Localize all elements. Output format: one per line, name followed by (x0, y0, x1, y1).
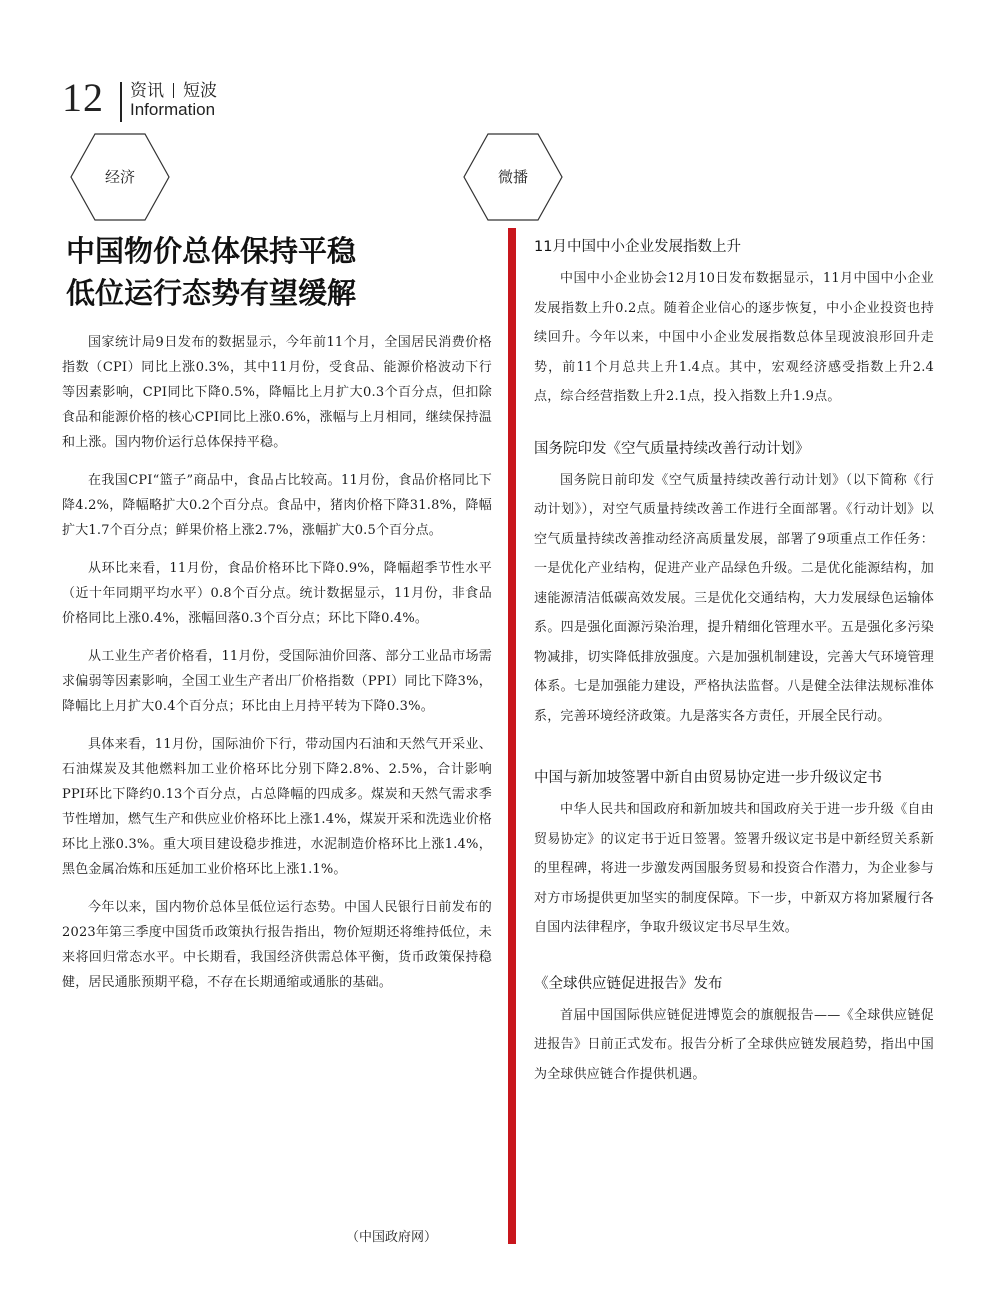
article-source: （中国政府网） (346, 1230, 438, 1245)
column-divider (508, 228, 516, 1244)
news-body: 中华人民共和国政府和新加坡共和国政府关于进一步升级《自由贸易协定》的议定书于近日签署。签署升级议定书是中新经贸关系新的里程碑，将进一步激发两国服务贸易和投资合作潜力，为企业参与对方市场提供更加坚实的制度保障。下一步，中新双方将加紧履行各自国内法律程序，争取升级议定书尽早生效。 (534, 802, 934, 935)
article-title-line-2: 低位运行态势有望缓解 (66, 276, 357, 310)
section-label: 资讯 (130, 81, 164, 101)
article-title-line-1: 中国物价总体保持平稳 (66, 234, 357, 268)
header-section (130, 76, 217, 101)
article-paragraph: 从工业生产者价格看，11月份，受国际油价回落、部分工业品市场需求偏弱等因素影响，全国工业生产者出厂价格指数（PPI）同比下降3%，降幅比上月扩大0.4个百分点；环比由上月持平转为下降0.3%。 (62, 649, 492, 714)
tag-economy (70, 133, 170, 221)
news-title: 11月中国中小企业发展指数上升 (534, 239, 741, 255)
article-paragraph: 国家统计局9日发布的数据显示，今年前11个月，全国居民消费价格指数（CPI）同比上涨0.3%，其中11月份，受食品、能源价格波动下行等因素影响，CPI同比下降0.5%，降幅比上月扩大0.3个百分点，但扣除食品和能源价格的核心CPI同比上涨0.6%，涨幅与上月相同，继续保持温和上涨。国内物价运行总体保持平稳。 (62, 335, 492, 450)
tag-microbroadcast-label: 微播 (497, 168, 528, 186)
section-english-label: Information (130, 100, 216, 119)
article-title (66, 230, 486, 314)
article-paragraph: 今年以来，国内物价总体呈低位运行态势。中国人民银行日前发布的2023年第三季度中国货币政策执行报告指出，物价短期还将维持低位，未来将回归常态水平。中长期看，我国经济供需总体平衡，货币政策保持稳健，居民通胀预期平稳，不存在长期通缩或通胀的基础。 (62, 900, 492, 990)
tag-microbroadcast (463, 133, 563, 221)
article-paragraph: 从环比来看，11月份，食品价格环比下降0.9%，降幅超季节性水平（近十年同期平均水平）0.8个百分点。统计数据显示，11月份，非食品价格同比上涨0.4%，涨幅回落0.3个百分点；环比下降0.4%。 (62, 561, 492, 626)
header-divider (120, 82, 122, 122)
news-body: 国务院日前印发《空气质量持续改善行动计划》（以下简称《行动计划》），对空气质量持续改善工作进行全面部署。《行动计划》以空气质量持续改善推动经济高质量发展，部署了9项重点工作任务：一是优化产业结构，促进产业产品绿色升级。二是优化能源结构，加速能源清洁低碳高效发展。三是优化交通结构，大力发展绿色运输体系。四是强化面源污染治理，提升精细化管理水平。五是强化多污染物减排，切实降低排放强度。六是加强机制建设，完善大气环境管理体系。七是加强能力建设，严格执法监督。八是健全法律法规标准体系，完善环境经济政策。九是落实各方责任，开展全民行动。 (534, 472, 934, 724)
news-title: 中国与新加坡签署中新自由贸易协定进一步升级议定书 (534, 770, 882, 786)
subsection-label: 短波 (183, 81, 217, 101)
section-separator (173, 83, 174, 98)
news-item (534, 438, 934, 732)
news-item (534, 973, 934, 1090)
news-body: 中国中小企业协会12月10日发布数据显示，11月中国中小企业发展指数上升0.2点。随着企业信心的逐步恢复，中小企业投资也持续回升。今年以来，中国中小企业发展指数总体呈现波浪形回升走势，前11个月总共上升1.4点。其中，宏观经济感受指数上升2.4点，综合经营指数上升2.1点，投入指数上升1.9点。 (534, 271, 934, 404)
article-paragraph: 具体来看，11月份，国际油价下行，带动国内石油和天然气开采业、石油煤炭及其他燃料加工业价格环比分别下降2.8%、2.5%，合计影响PPI环比下降约0.13个百分点，占总降幅的四成多。煤炭和天然气需求季节性增加，燃气生产和供应业价格环比上涨1.4%，煤炭开采和洗选业价格环比上涨0.3%。重大项目建设稳步推进，水泥制造价格环比上涨1.4%，黑色金属冶炼和压延加工业价格环比上涨1.1%。 (62, 737, 492, 877)
article-paragraph: 在我国CPI“篮子”商品中，食品占比较高。11月份，食品价格同比下降4.2%，降幅略扩大0.2个百分点。食品中，猪肉价格下降31.8%，降幅扩大1.7个百分点；鲜果价格上涨2.7%，涨幅扩大0.5个百分点。 (62, 473, 492, 538)
news-column (534, 236, 934, 1115)
news-title: 《全球供应链促进报告》发布 (534, 975, 723, 992)
tag-economy-label: 经济 (104, 168, 135, 186)
news-item (534, 767, 934, 943)
news-item (534, 236, 934, 412)
article-body (62, 330, 492, 995)
news-body: 首届中国国际供应链促进博览会的旗舰报告——《全球供应链促进报告》日前正式发布。报告分析了全球供应链发展趋势，指出中国为全球供应链合作提供机遇。 (534, 1007, 934, 1082)
page-number: 12 (62, 75, 104, 120)
news-title: 国务院印发《空气质量持续改善行动计划》 (534, 440, 810, 457)
